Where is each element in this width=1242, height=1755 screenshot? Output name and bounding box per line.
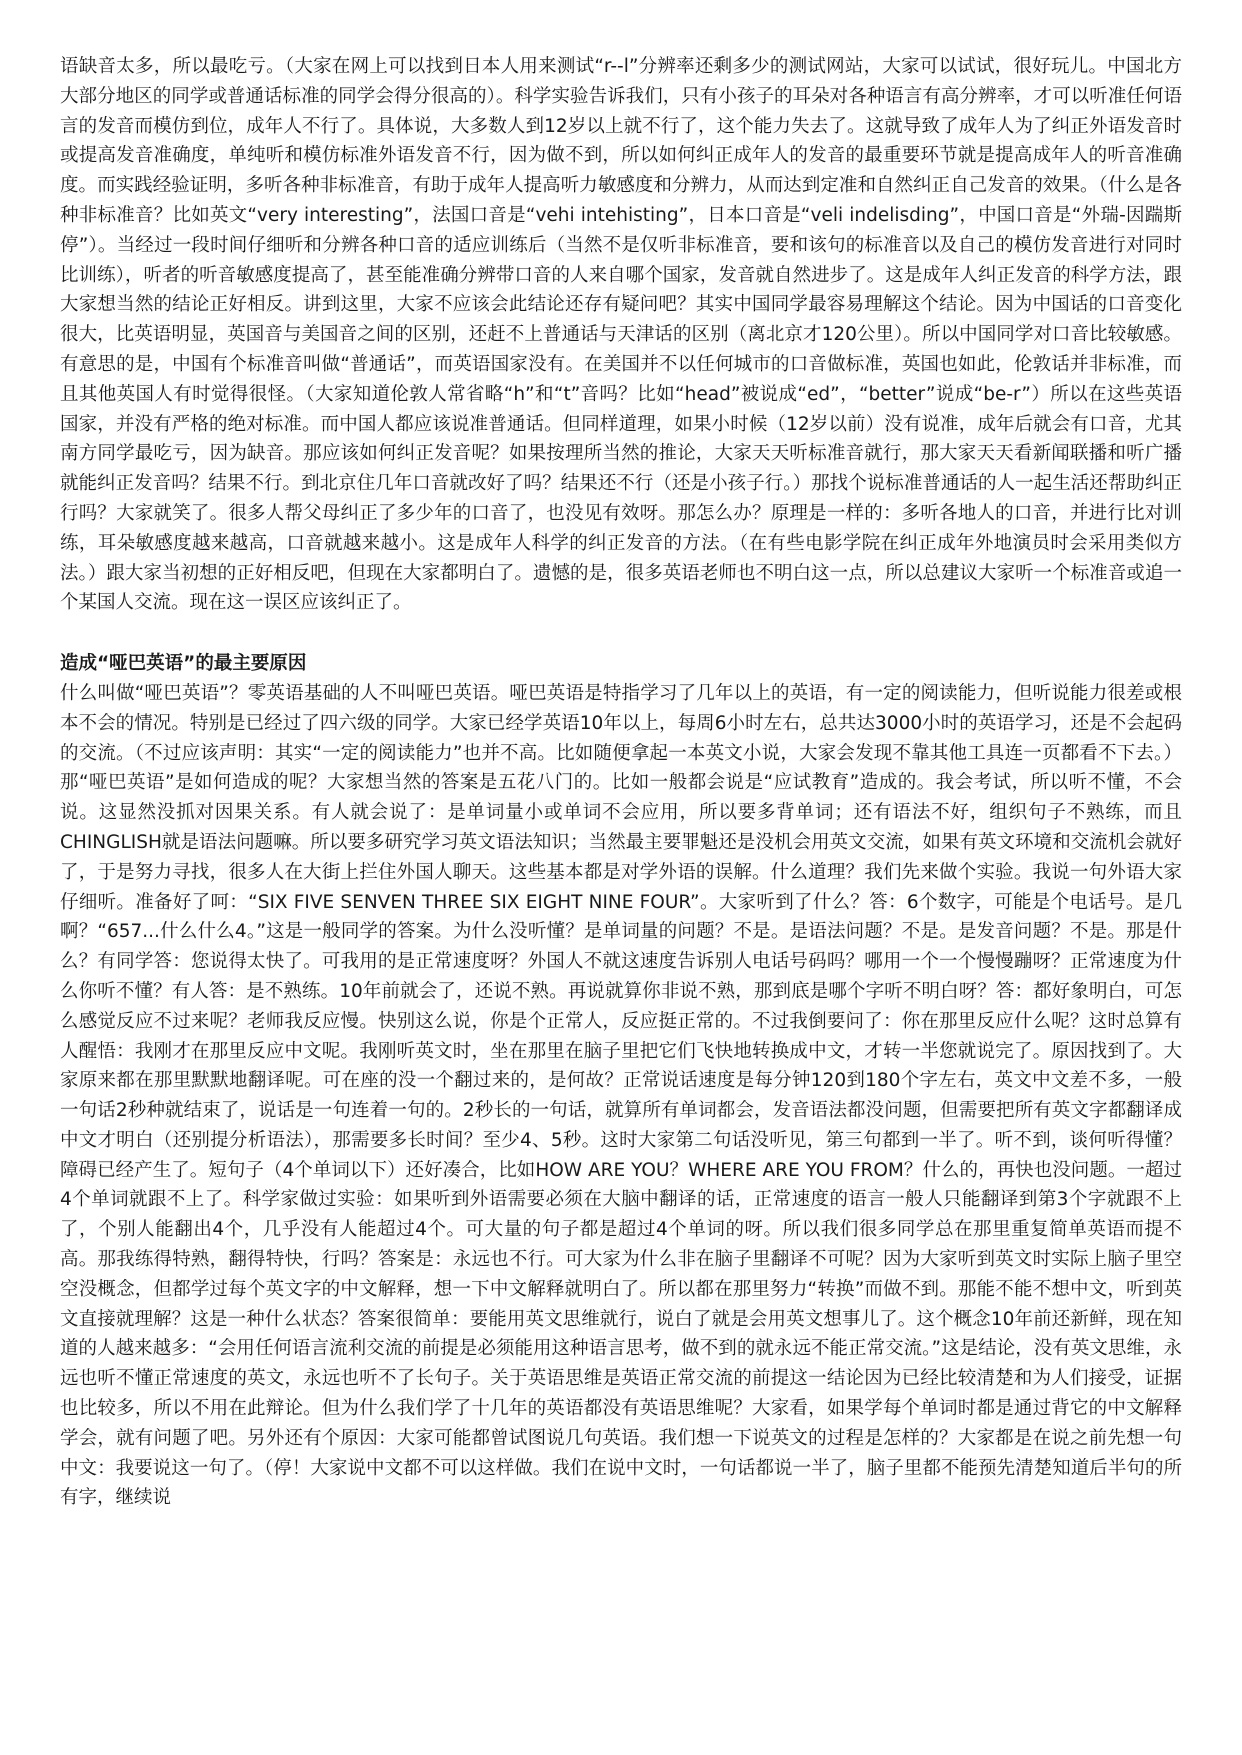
section-heading: 造成“哑巴英语”的最主要原因 xyxy=(60,653,307,675)
document-page xyxy=(60,52,1182,1513)
body-paragraph-mute-english: 什么叫做“哑巴英语”？零英语基础的人不叫哑巴英语。哑巴英语是特指学习了几年以上的英语，有一定的阅读能力，但听说能力很差或根本不会的情况。特别是已经过了四六级的同学。大家已经学英语10年以上，每周6小时左右，总共达3000小时的英语学习，还是不会起码的交流。（不过应该声明：其实“一定的阅读能力”也并不高。比如随便拿起一本英文小说，大家会发现不靠其他工具连一页都看不下去。）那“哑巴英语”是如何造成的呢？大家想当然的答案是五花八门的。比如一般都会说是“应试教育”造成的。我会考试，所以听不懂，不会说。这显然没抓对因果关系。有人就会说了：是单词量小或单词不会应用，所以要多背单词；还有语法不好，组织句子不熟练，而且CHINGLISH就是语法问题嘛。所以要多研究学习英文语法知识；当然最主要罪魁还是没机会用英文交流，如果有英文环境和交流机会就好了，于是努力寻找，很多人在大街上拦住外国人聊天。这些基本都是对学外语的误解。什么道理？我们先来做个实验。我说一句外语大家仔细听。准备好了呵：“SIX FIVE SENVEN THREE SIX EIGHT NINE FOUR”。大家听到了什么？答：6个数字，可能是个电话号。是几啊？“657...什么什么4。”这是一般同学的答案。为什么没听懂？是单词量的问题？不是。是语法问题？不是。是发音问题？不是。那是什么？有同学答：您说得太快了。可我用的是正常速度呀？外国人不就这速度告诉别人电话号码吗？哪用一个一个慢慢蹦呀？正常速度为什么你听不懂？有人答：是不熟练。10年前就会了，还说不熟。再说就算你非说不熟，那到底是哪个字听不明白呀？答：都好象明白，可怎么感觉反应不过来呢？老师我反应慢。快别这么说，你是个正常人，反应挺正常的。不过我倒要问了：你在那里反应什么呢？这时总算有人醒悟：我刚才在那里反应中文呢。我刚听英文时，坐在那里在脑子里把它们飞快地转换成中文，才转一半您就说完了。原因找到了。大家原来都在那里默默地翻译呢。可在座的没一个翻过来的，是何故？正常说话速度是每分钟120到180个字左右，英文中文差不多，一般一句话2秒种就结束了，说话是一句连着一句的。2秒长的一句话，就算所有单词都会，发音语法都没问题，但需要把所有英文字都翻译成中文才明白（还别提分析语法），那需要多长时间？至少4、5秒。这时大家第二句话没听见，第三句都到一半了。听不到，谈何听得懂？障碍已经产生了。短句子（4个单词以下）还好凑合，比如HOW ARE YOU？WHERE ARE YOU FROM？什么的，再快也没问题。一超过4个单词就跟不上了。科学家做过实验：如果听到外语需要必须在大脑中翻译的话，正常速度的语言一般人只能翻译到第3个字就跟不上了，个别人能翻出4个，几乎没有人能超过4个。可大量的句子都是超过4个单词的呀。所以我们很多同学总在那里重复简单英语而提不高。那我练得特熟，翻得特快，行吗？答案是：永远也不行。可大家为什么非在脑子里翻译不可呢？因为大家听到英文时实际上脑子里空空没概念，但都学过每个英文字的中文解释，想一下中文解释就明白了。所以都在那里努力“转换”而做不到。那能不能不想中文，听到英文直接就理解？这是一种什么状态？答案很简单：要能用英文思维就行，说白了就是会用英文想事儿了。这个概念10年前还新鲜，现在知道的人越来越多：“会用任何语言流利交流的前提是必须能用这种语言思考，做不到的就永远不能正常交流。”这是结论，没有英文思维，永远也听不懂正常速度的英文，永远也听不了长句子。关于英语思维是英语正常交流的前提这一结论因为已经比较清楚和为人们接受，证据也比较多，所以不用在此辩论。但为什么我们学了十几年的英语都没有英语思维呢？大家看，如果学每个单词时都是通过背它的中文解释学会，就有问题了吧。另外还有个原因：大家可能都曾试图说几句英语。我们想一下说英文的过程是怎样的？大家都是在说之前先想一句中文：我要说这一句了。（停！大家说中文都不可以这样做。我们在说中文时，一句话都说一半了，脑子里都不能预先清楚知道后半句的所有字，继续说 xyxy=(60,682,1182,1509)
paragraph-spacer xyxy=(60,618,1182,649)
body-paragraph-accent-training: 语缺音太多，所以最吃亏。（大家在网上可以找到日本人用来测试“r--l”分辨率还剩多少的测试网站，大家可以试试，很好玩儿。中国北方大部分地区的同学或普通话标准的同学会得分很高的）。科学实验告诉我们，只有小孩子的耳朵对各种语言有高分辨率，才可以听准任何语言的发音而模仿到位，成年人不行了。具体说，大多数人到12岁以上就不行了，这个能力失去了。这就导致了成年人为了纠正外语发音时或提高发音准确度，单纯听和模仿标准外语发音不行，因为做不到，所以如何纠正成年人的发音的最重要环节就是提高成年人的听音准确度。而实践经验证明，多听各种非标准音，有助于成年人提高听力敏感度和分辨力，从而达到定准和自然纠正自己发音的效果。（什么是各种非标准音？比如英文“very interesting”，法国口音是“vehi intehisting”，日本口音是“veli indelisding”，中国口音是“外瑞-因踹斯停”）。当经过一段时间仔细听和分辨各种口音的适应训练后（当然不是仅听非标准音，要和该句的标准音以及自己的模仿发音进行对同时比训练），听者的听音敏感度提高了，甚至能准确分辨带口音的人来自哪个国家，发音就自然进步了。这是成年人纠正发音的科学方法，跟大家想当然的结论正好相反。讲到这里，大家不应该会此结论还存有疑问吧？其实中国同学最容易理解这个结论。因为中国话的口音变化很大，比英语明显，英国音与美国音之间的区别，还赶不上普通话与天津话的区别（离北京才120公里）。所以中国同学对口音比较敏感。有意思的是，中国有个标准音叫做“普通话”，而英语国家没有。在美国并不以任何城市的口音做标准，英国也如此，伦敦话并非标准，而且其他英国人有时觉得很怪。（大家知道伦敦人常省略“h”和“t”音吗？比如“head”被说成“ed”，“better”说成“be-r”）所以在这些英语国家，并没有严格的绝对标准。而中国人都应该说准普通话。但同样道理，如果小时候（12岁以前）没有说准，成年后就会有口音，尤其南方同学最吃亏，因为缺音。那应该如何纠正发音呢？如果按理所当然的推论，大家天天听标准音就行，那大家天天看新闻联播和听广播就能纠正发音吗？结果不行。到北京住几年口音就改好了吗？结果还不行（还是小孩子行。）那找个说标准普通话的人一起生活还帮助纠正行吗？大家就笑了。很多人帮父母纠正了多少年的口音了，也没见有效呀。那怎么办？原理是一样的：多听各地人的口音，并进行比对训练，耳朵敏感度越来越高，口音就越来越小。这是成年人科学的纠正发音的方法。（在有些电影学院在纠正成年外地演员时会采用类似方法。）跟大家当初想的正好相反吧，但现在大家都明白了。遗憾的是，很多英语老师也不明白这一点，所以总建议大家听一个标准音或追一个某国人交流。现在这一误区应该纠正了。 xyxy=(60,56,1182,614)
